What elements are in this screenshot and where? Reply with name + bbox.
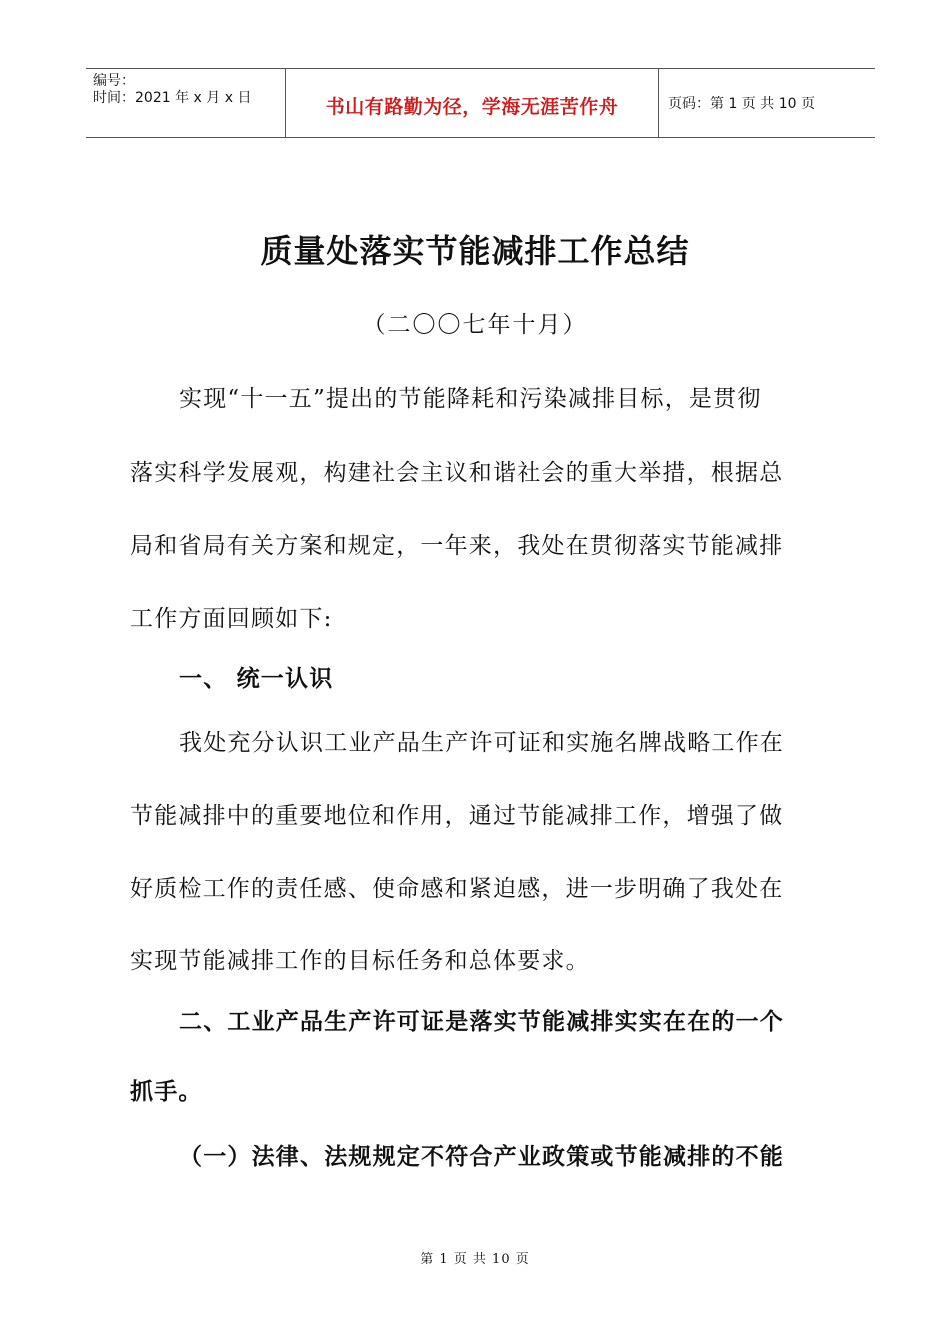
paragraph-line: 落实科学发展观，构建社会主议和谐社会的重大举措，根据总	[130, 460, 784, 486]
number-label: 编号：	[93, 73, 135, 89]
header-page-cell	[659, 69, 875, 137]
paragraph-line: 实现“十一五”提出的节能降耗和污染减排目标，是贯彻	[179, 386, 762, 412]
subsection-heading: （一）法律、法规规定不符合产业政策或节能减排的不能	[179, 1144, 784, 1170]
document-date: （二〇〇七年十月）	[362, 312, 588, 338]
time-label: 时间：2021 年 x 月 x 日	[93, 90, 252, 106]
document-title: 质量处落实节能减排工作总结	[260, 232, 690, 270]
paragraph-line: 好质检工作的责任感、使命感和紧迫感，进一步明确了我处在	[130, 876, 784, 902]
paragraph-line: 实现节能减排工作的目标任务和总体要求。	[130, 948, 590, 974]
header-motto-cell	[286, 69, 659, 137]
paragraph-line: 节能减排中的重要地位和作用，通过节能减排工作，增强了做	[130, 803, 784, 829]
header-table	[86, 68, 875, 138]
section-heading: 二、工业产品生产许可证是落实节能减排实实在在的一个	[179, 1009, 784, 1035]
section-heading: 一、 统一认识	[179, 666, 334, 692]
motto-text: 书山有路勤为径，学海无涯苦作舟	[325, 95, 619, 118]
page-label: 页码：第 1 页 共 10 页	[668, 96, 815, 112]
section-heading: 抓手。	[130, 1079, 203, 1105]
page-footer: 第 1 页 共 10 页	[420, 1252, 530, 1267]
paragraph-line: 我处充分认识工业产品生产许可证和实施名牌战略工作在	[179, 730, 784, 756]
header-meta	[86, 69, 286, 137]
paragraph-line: 工作方面回顾如下:	[130, 606, 333, 632]
paragraph-line: 局和省局有关方案和规定，一年来，我处在贯彻落实节能减排	[130, 533, 784, 559]
